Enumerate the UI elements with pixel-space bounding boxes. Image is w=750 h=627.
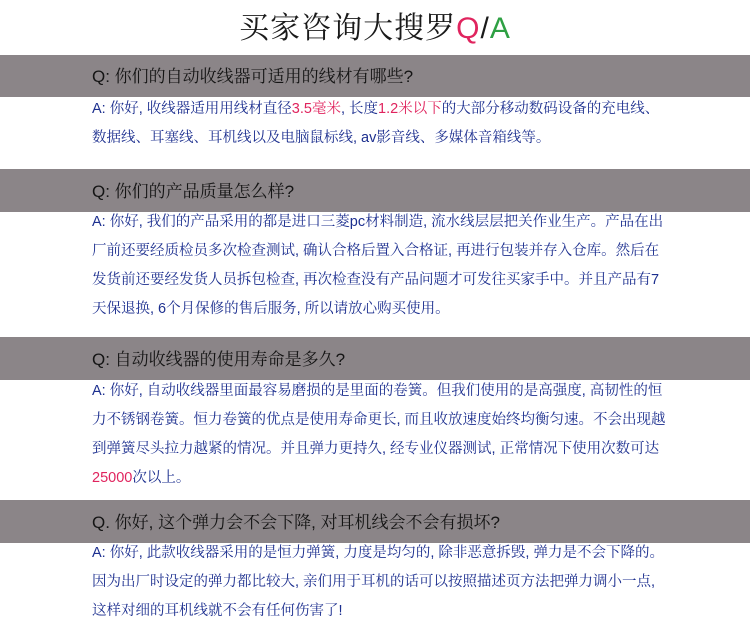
answer-highlight: 25000 xyxy=(92,470,133,486)
answer-highlight: 3.5毫米 xyxy=(291,101,341,117)
answer-highlight: 1.2米以下 xyxy=(378,101,442,117)
question-text: Q: 自动收线器的使用寿命是多久? xyxy=(92,350,346,369)
answer-2 xyxy=(92,208,667,324)
page-title xyxy=(0,0,750,52)
question-text: Q. 你好, 这个弹力会不会下降, 对耳机线会不会有损坏? xyxy=(92,513,501,532)
title-slash: / xyxy=(480,12,490,45)
question-bar-3 xyxy=(0,337,750,380)
title-q: Q xyxy=(456,12,481,45)
question-text: Q: 你们的自动收线器可适用的线材有哪些? xyxy=(92,67,414,86)
question-bar-4 xyxy=(0,500,750,543)
question-text: Q: 你们的产品质量怎么样? xyxy=(92,182,295,201)
answer-3 xyxy=(92,377,667,493)
answer-4 xyxy=(92,539,667,626)
answer-1 xyxy=(92,95,667,153)
answer-text: , 长度 xyxy=(340,101,379,117)
answer-text: A: 你好, 自动收线器里面最容易磨损的是里面的卷簧。但我们使用的是高强度, 高韧性的恒力不锈钢卷簧。恒力卷簧的优点是使用寿命更长, 而且收放速度始终均衡匀速。不会出现越到弹簧尽头拉力越紧的情况。并且弹力更持久, 经专业仪器测试, 正常情况下使用次数可达 xyxy=(92,383,666,457)
answer-text: 的大部分移动数码设备的充电线、数据线、耳塞线、耳机线以及电脑鼠标线, av影音线、多媒体音箱线等。 xyxy=(92,101,660,146)
answer-text: A: 你好, 收线器适用用线材直径 xyxy=(92,101,292,117)
title-a: A xyxy=(489,12,511,45)
answer-text: A: 你好, 我们的产品采用的都是进口三菱pc材料制造, 流水线层层把关作业生产。产品在出厂前还要经质检员多次检查测试, 确认合格后置入合格证, 再进行包装并存入仓库。然后在发货前还要经发货人员拆包检查, 再次检查没有产品问题才可发往买家手中。并且产品有7天保退换, 6个月保修的售后服务, 所以请放心购买使用。 xyxy=(92,214,664,317)
question-bar-2 xyxy=(0,169,750,212)
answer-text: A: 你好, 此款收线器采用的是恒力弹簧, 力度是均匀的, 除非恶意拆毁, 弹力是不会下降的。因为出厂时设定的弹力都比较大, 亲们用于耳机的话可以按照描述页方法把弹力调小一点, 这样对细的耳机线就不会有任何伤害了! xyxy=(92,545,664,619)
question-bar-1 xyxy=(0,55,750,97)
title-main: 买家咨询大搜罗 xyxy=(239,12,457,45)
answer-text: 次以上。 xyxy=(132,470,191,486)
